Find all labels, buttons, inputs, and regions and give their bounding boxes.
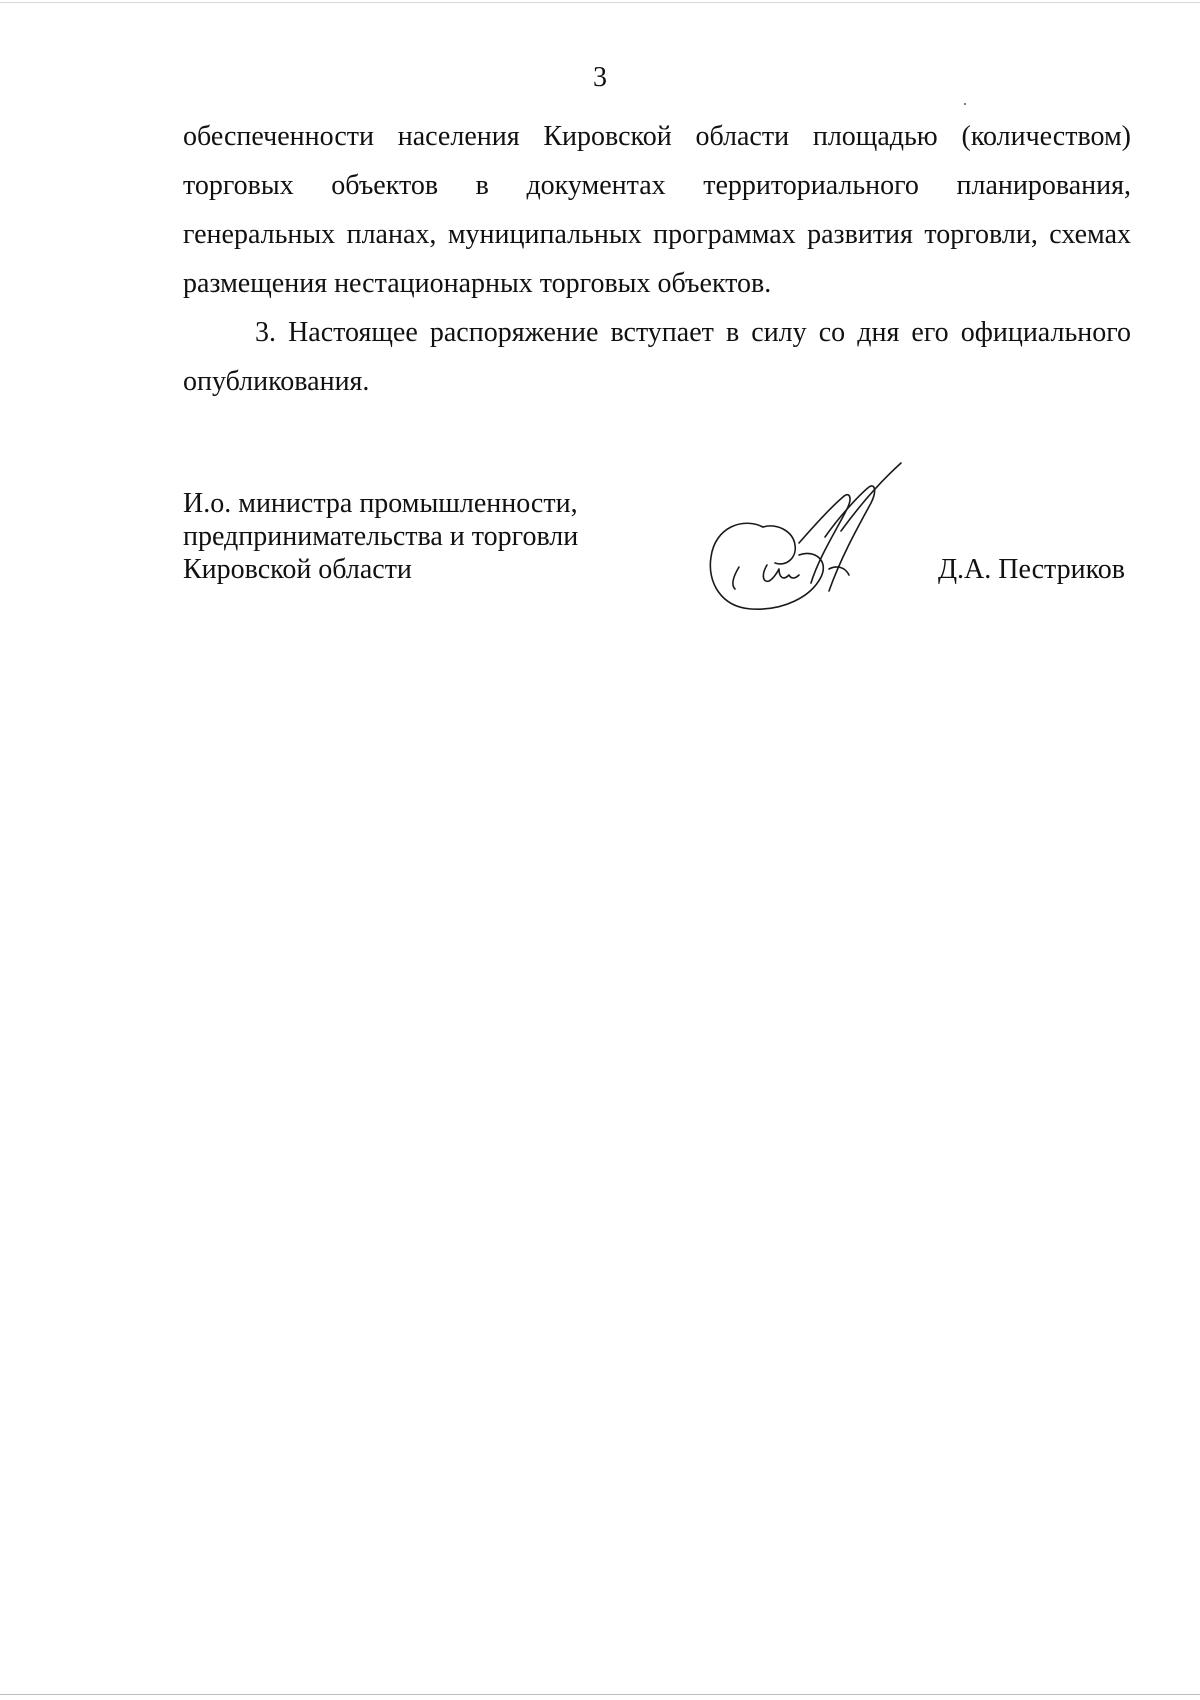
signer-title-line: И.о. министра промышленности,	[183, 488, 578, 519]
signer-title	[183, 487, 623, 586]
signer-name: Д.А. Пестриков	[937, 554, 1125, 585]
handwritten-signature	[703, 457, 923, 617]
paragraph-continuation: обеспеченности населения Кировской области площадью (количеством) торговых объектов в документах территориального планирования, генеральных планах, муниципальных программах развития торговли, схемах размещения нестационарных торговых объектов.	[183, 121, 1131, 299]
document-body	[183, 112, 1131, 406]
scan-edge-bottom	[0, 1694, 1200, 1695]
page-number: 3	[593, 62, 607, 93]
scan-speck	[964, 103, 966, 105]
signer-title-line: Кировской области	[183, 554, 412, 585]
paragraph-item-3: 3. Настоящее распоряжение вступает в силу со дня его официального опубликования.	[183, 317, 1131, 397]
scan-edge-top	[0, 2, 1200, 3]
signer-title-line: предпринимательства и торговли	[183, 521, 579, 552]
signature-block	[183, 487, 1131, 627]
